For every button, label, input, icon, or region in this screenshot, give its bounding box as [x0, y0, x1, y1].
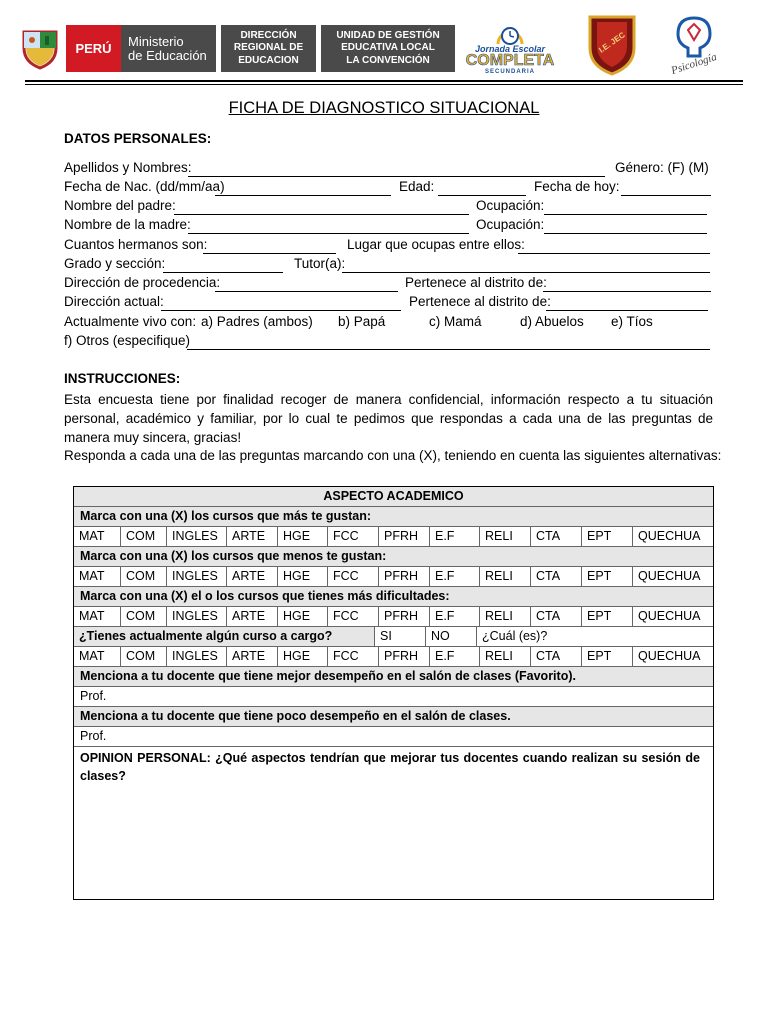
academic-table [73, 486, 714, 900]
distrito-procedencia-field[interactable] [543, 291, 711, 292]
course-row-4 [74, 647, 713, 667]
clock-icon [495, 20, 525, 46]
course-cell-cta-1[interactable]: CTA [530, 527, 581, 546]
course-cell-mat-2[interactable]: MAT [79, 569, 105, 583]
padre-field[interactable] [174, 214, 469, 215]
course-cell-ingles-3[interactable]: INGLES [166, 607, 226, 626]
course-cell-pfrh-3[interactable]: PFRH [378, 607, 429, 626]
jornada-escolar-completa-logo [461, 20, 559, 76]
padre-label: Nombre del padre: [64, 198, 176, 213]
course-cell-reli-4[interactable]: RELI [479, 647, 530, 666]
ministry-line1: Ministerio [128, 33, 184, 49]
madre-label: Nombre de la madre: [64, 217, 191, 232]
course-cell-ingles-4[interactable]: INGLES [166, 647, 226, 666]
ugel-line2: EDUCATIVA LOCAL [341, 42, 435, 54]
peru-coat-of-arms-icon [18, 26, 62, 70]
fecha-nac-label: Fecha de Nac. (dd/mm/aa) [64, 179, 225, 194]
vive-label: Actualmente vivo con: [64, 314, 197, 329]
question-row-4 [74, 627, 713, 647]
question-row-3 [74, 587, 713, 607]
course-cell-com-1[interactable]: COM [120, 527, 166, 546]
otros-label: f) Otros (especifique) [64, 333, 191, 348]
ugel-line1: UNIDAD DE GESTIÓN [336, 29, 440, 41]
peru-label: PERÚ [66, 25, 121, 72]
course-cell-arte-4[interactable]: ARTE [226, 647, 277, 666]
question-1: Marca con una (X) los cursos que más te gustan: [80, 509, 372, 523]
ocupacion-madre-field[interactable] [544, 233, 707, 234]
course-cell-arte-1[interactable]: ARTE [226, 527, 277, 546]
question-3: Marca con una (X) el o los cursos que tienes más dificultades: [80, 589, 450, 603]
question-4-cell [74, 627, 374, 646]
jec-line3: SECUNDARIA [484, 69, 535, 75]
course-cell-ingles-2[interactable]: INGLES [166, 567, 226, 586]
course-cell-cta-2[interactable]: CTA [530, 567, 581, 586]
course-cell-mat-1[interactable]: MAT [79, 529, 105, 543]
course-cell-ef-3[interactable]: E.F [429, 607, 479, 626]
course-cell-ef-4[interactable]: E.F [429, 647, 479, 666]
course-cell-reli-2[interactable]: RELI [479, 567, 530, 586]
tutor-field[interactable] [342, 272, 710, 273]
course-cell-quechua-3[interactable]: QUECHUA [632, 607, 713, 626]
edad-field[interactable] [438, 195, 526, 196]
course-cell-hge-2[interactable]: HGE [277, 567, 327, 586]
otros-field[interactable] [187, 349, 710, 350]
prof-label-2: Prof. [80, 729, 107, 743]
edad-label: Edad: [399, 179, 435, 194]
prof-row-1[interactable] [74, 687, 713, 707]
grado-field[interactable] [163, 272, 283, 273]
header-rule-thin [25, 84, 743, 85]
course-cell-ept-4[interactable]: EPT [581, 647, 632, 666]
course-cell-quechua-4[interactable]: QUECHUA [632, 647, 713, 666]
course-cell-hge-1[interactable]: HGE [277, 527, 327, 546]
school-crest-logo [587, 14, 637, 76]
course-cell-com-3[interactable]: COM [120, 607, 166, 626]
vive-option-d[interactable]: d) Abuelos [520, 314, 584, 329]
ugel-logo-box [321, 25, 455, 72]
distrito-procedencia-label: Pertenece al distrito de: [405, 275, 547, 290]
course-cell-ef-2[interactable]: E.F [429, 567, 479, 586]
apellidos-field[interactable] [188, 176, 605, 177]
table-heading: ASPECTO ACADEMICO [323, 489, 464, 503]
dre-logo-box [221, 25, 316, 72]
ugel-line3: LA CONVENCIÓN [346, 54, 430, 66]
instructions-heading: INSTRUCCIONES: [64, 371, 181, 386]
apellidos-label: Apellidos y Nombres: [64, 160, 192, 175]
question-7: OPINION PERSONAL: ¿Qué aspectos tendrían que mejorar tus docentes cuando realizan su sesión de clases? [80, 751, 700, 783]
course-cell-ingles-1[interactable]: INGLES [166, 527, 226, 546]
course-cell-fcc-3[interactable]: FCC [327, 607, 378, 626]
question-row-2 [74, 547, 713, 567]
ministry-line2: de Educación [128, 47, 207, 63]
hermanos-label: Cuantos hermanos son: [64, 237, 208, 252]
question-5: Menciona a tu docente que tiene mejor desempeño en el salón de clases (Favorito). [80, 669, 576, 683]
course-cell-arte-2[interactable]: ARTE [226, 567, 277, 586]
procedencia-field[interactable] [215, 291, 398, 292]
header-rule-thick [25, 80, 743, 82]
ministerio-educacion-logo [66, 25, 216, 72]
psych-text: Psicología [669, 51, 719, 77]
course-row-2 [74, 567, 713, 587]
table-heading-row [74, 487, 713, 507]
course-cell-hge-3[interactable]: HGE [277, 607, 327, 626]
dre-line3: EDUCACION [238, 54, 299, 66]
course-row-3 [74, 607, 713, 627]
fecha-nac-field[interactable] [215, 195, 391, 196]
ocupacion-madre-label: Ocupación: [476, 217, 545, 232]
course-cell-com-2[interactable]: COM [120, 567, 166, 586]
fecha-hoy-field[interactable] [621, 195, 711, 196]
question-2: Marca con una (X) los cursos que menos te gustan: [80, 549, 387, 563]
course-cell-mat-3[interactable]: MAT [79, 609, 105, 623]
procedencia-label: Dirección de procedencia: [64, 275, 221, 290]
course-cell-mat-4[interactable]: MAT [79, 649, 105, 663]
course-cell-reli-1[interactable]: RELI [479, 527, 530, 546]
fecha-hoy-label: Fecha de hoy: [534, 179, 620, 194]
question-row-6 [74, 707, 713, 727]
course-cell-ept-2[interactable]: EPT [581, 567, 632, 586]
instructions-alternatives: Responda a cada una de las preguntas marcando con una (X), teniendo en cuenta las siguientes alternativas: [64, 448, 722, 463]
course-cell-cta-4[interactable]: CTA [530, 647, 581, 666]
course-cell-ept-3[interactable]: EPT [581, 607, 632, 626]
ocupacion-padre-field[interactable] [544, 214, 707, 215]
dre-line2: REGIONAL DE [233, 42, 304, 54]
genero-label: Género: (F) (M) [615, 160, 709, 175]
course-cell-fcc-1[interactable]: FCC [327, 527, 378, 546]
jec-line1: Jornada Escolar [474, 44, 546, 54]
course-cell-pfrh-4[interactable]: PFRH [378, 647, 429, 666]
q4-no-option[interactable]: NO [425, 627, 476, 646]
question-row-1 [74, 507, 713, 527]
course-cell-quechua-2[interactable]: QUECHUA [632, 567, 713, 586]
actual-field[interactable] [161, 310, 401, 311]
course-cell-pfrh-2[interactable]: PFRH [378, 567, 429, 586]
prof-label-1: Prof. [80, 689, 107, 703]
course-cell-cta-3[interactable]: CTA [530, 607, 581, 626]
lugar-field[interactable] [518, 253, 710, 254]
question-6: Menciona a tu docente que tiene poco desempeño en el salón de clases. [80, 709, 511, 723]
tutor-label: Tutor(a): [294, 256, 346, 271]
psicologia-logo [664, 14, 724, 76]
course-cell-fcc-2[interactable]: FCC [327, 567, 378, 586]
question-row-5 [74, 667, 713, 687]
course-row-1 [74, 527, 713, 547]
vive-option-e[interactable]: e) Tíos [611, 314, 653, 329]
vive-option-b[interactable]: b) Papá [338, 314, 386, 329]
vive-option-a[interactable]: a) Padres (ambos) [201, 314, 313, 329]
course-cell-ef-1[interactable]: E.F [429, 527, 479, 546]
course-cell-reli-3[interactable]: RELI [479, 607, 530, 626]
course-cell-fcc-4[interactable]: FCC [327, 647, 378, 666]
page-title: FICHA DE DIAGNOSTICO SITUACIONAL [228, 99, 540, 117]
distrito-actual-label: Pertenece al distrito de: [409, 294, 551, 309]
course-cell-ept-1[interactable]: EPT [581, 527, 632, 546]
crest-text: I.E. JEC [597, 30, 627, 55]
grado-label: Grado y sección: [64, 256, 166, 271]
course-cell-pfrh-1[interactable]: PFRH [378, 527, 429, 546]
q4-cual-field[interactable]: ¿Cuál (es)? [476, 627, 713, 646]
personal-data-heading: DATOS PERSONALES: [64, 131, 212, 146]
jec-line2: COMPLETA [465, 52, 555, 69]
instructions-paragraph: Esta encuesta tiene por finalidad recoger de manera confidencial, información respecto a tu situación personal, académico y familiar, por lo cual te pedimos que respondas a cada una de las preguntas de manera muy sincera, gracias! [64, 392, 713, 445]
q4-si-option[interactable]: SI [374, 627, 425, 646]
prof-row-2[interactable] [74, 727, 713, 747]
distrito-actual-field[interactable] [546, 310, 708, 311]
opinion-box[interactable] [74, 747, 713, 899]
course-cell-arte-3[interactable]: ARTE [226, 607, 277, 626]
lugar-label: Lugar que ocupas entre ellos: [347, 237, 525, 252]
hermanos-field[interactable] [203, 253, 336, 254]
ocupacion-padre-label: Ocupación: [476, 198, 545, 213]
course-cell-com-4[interactable]: COM [120, 647, 166, 666]
dre-line1: DIRECCIÓN [240, 29, 297, 41]
madre-field[interactable] [188, 233, 469, 234]
actual-label: Dirección actual: [64, 294, 164, 309]
course-cell-quechua-1[interactable]: QUECHUA [632, 527, 713, 546]
course-cell-hge-4[interactable]: HGE [277, 647, 327, 666]
question-4: ¿Tienes actualmente algún curso a cargo? [79, 629, 333, 643]
vive-option-c[interactable]: c) Mamá [429, 314, 482, 329]
